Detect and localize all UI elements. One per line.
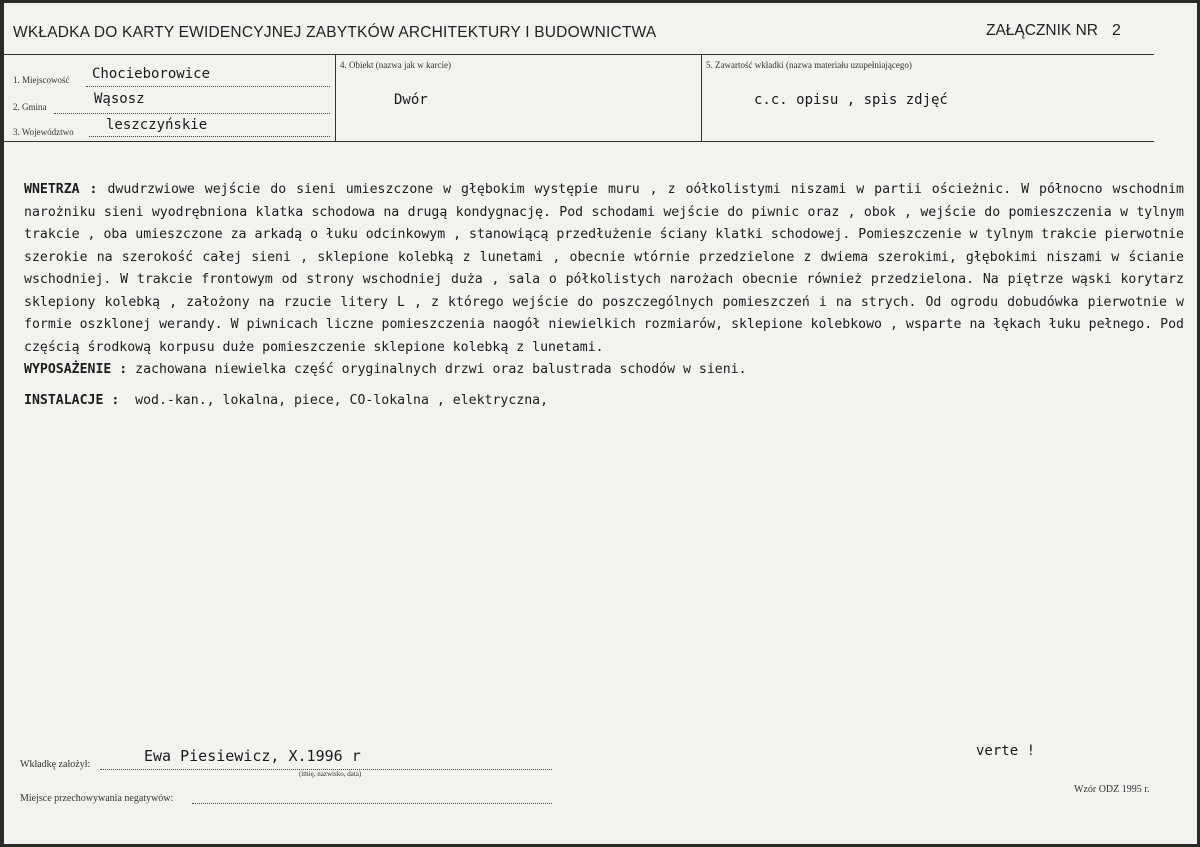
wojewodztwo-dots [89, 136, 330, 137]
zalozyl-value: Ewa Piesiewicz, X.1996 r [144, 747, 361, 765]
zawartosc-value: c.c. opisu , spis zdjęć [754, 92, 948, 108]
wyposazenie-paragraph [24, 359, 1184, 382]
obiekt-label: 4. Obiekt (nazwa jak w karcie) [340, 60, 451, 70]
description-body [24, 179, 1184, 412]
miejscowosc-dots [86, 86, 330, 87]
negatywy-label: Miejsce przechowywania negatywów: [20, 793, 174, 804]
form-version: Wzór ODZ 1995 r. [1074, 784, 1150, 795]
zalozyl-caption: (imię, nazwisko, data) [299, 770, 362, 778]
wyposazenie-label: WYPOSAŻENIE : [24, 362, 128, 377]
wojewodztwo-label: 3. Województwo [13, 127, 74, 137]
gmina-label: 2. Gmina [13, 102, 47, 112]
zawartosc-label: 5. Zawartość wkładki (nazwa materiału uzupełniającego) [706, 60, 912, 70]
miejscowosc-label: 1. Miejscowość [13, 75, 70, 85]
wnetrza-paragraph [24, 179, 1184, 359]
divider-2 [701, 54, 702, 142]
annex-value: 2 [1111, 22, 1121, 39]
wyposazenie-text: zachowana niewielka część oryginalnych drzwi oraz balustrada schodów w sieni. [135, 362, 747, 377]
instalacje-text: wod.-kan., lokalna, piece, CO-lokalna , elektryczna, [135, 392, 549, 408]
gmina-value: Wąsosz [94, 91, 145, 107]
instalacje-paragraph [24, 390, 1184, 413]
form-title: WKŁADKA DO KARTY EWIDENCYJNEJ ZABYTKÓW ARCHITEKTURY I BUDOWNICTWA [13, 24, 657, 41]
wojewodztwo-value: leszczyńskie [106, 117, 208, 133]
annex-number [986, 22, 1121, 40]
header-rule [4, 54, 1154, 55]
obiekt-value: Dwór [394, 92, 428, 108]
verte-note: verte ! [976, 743, 1036, 759]
annex-label: ZAŁĄCZNIK NR [986, 22, 1098, 39]
wnetrza-label: WNETRZA : [24, 182, 98, 197]
miejscowosc-value: Chocieborowice [92, 66, 211, 82]
instalacje-label: INSTALACJE : [24, 392, 120, 408]
zalozyl-label: Wkładkę założył: [20, 759, 91, 770]
negatywy-dots [192, 803, 552, 804]
wnetrza-text: dwudrzwiowe wejście do sieni umieszczone w głębokim występie muru , z oółkolistymi niszami w partii ościeżnic. W północno wschodnim narożniku sieni wyodrębniona klatka schodowa na drugą kondygnację. Pod schodami wejście do piwnic oraz , obok , wejście do pomieszczenia w tylnym trakcie , oba umieszczone za arkadą o łuku odcinkowym , stanowiącą przedłużenie ściany klatki schodowej. Pomieszczenie w tylnym trakcie pierwotnie szerokie na szerokość całej sieni , sklepione kolebką z lunetami , obecnie wtórnie przedzielone z dwiema szerokimi, głębokimi niszami w ścianie wschodniej. W trakcie frontowym od strony wschodniej duża , sala o półkolistych narożach obecnie również przedzielona. Na piętrze wąski korytarz sklepiony kolebką , założony na rzucie litery L , z którego wejście do poszczególnych pomieszczeń i na strych. Od ogrodu dobudówka pierwotnie w formie oszklonej werandy. W piwnicach liczne pomieszczenia naogół niewielkich rozmiarów, sklepione kolebkowo , wsparte na łękach łuku pełnego. Pod częścią środkową korpusu duże pomieszczenie sklepione kolebką z lunetami. [24, 182, 1184, 355]
fields-bottom-rule [4, 141, 1154, 142]
gmina-dots [54, 113, 330, 114]
divider-1 [335, 54, 336, 142]
